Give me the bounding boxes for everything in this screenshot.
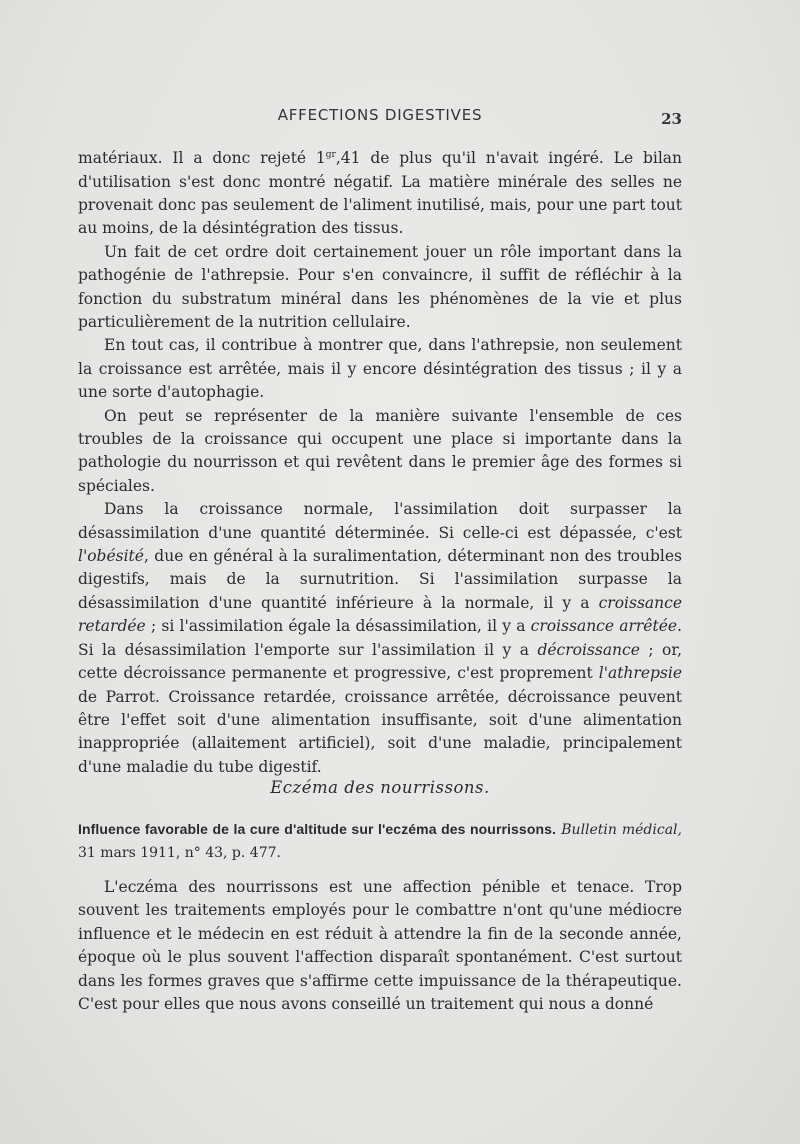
paragraph-1: matériaux. Il a donc rejeté $1^{gr},41$ de plus qu'il n'avait ingéré. Le bilan d'utilisation s'est donc montré négatif. La matière minérale des selles ne provenait donc pas seulement de l'aliment inutilisé, mais, pour une part tout au moins, de la désintégration des tissus. — [78, 149, 682, 238]
reference-details: 31 mars 1911, n° 43, p. 477. — [78, 845, 281, 861]
reference-citation — [78, 818, 682, 864]
running-head: AFFECTIONS DIGESTIVES — [277, 106, 483, 124]
main-text — [78, 144, 682, 779]
term-croissance-arretee: croissance arrêtée — [530, 617, 678, 636]
page-header — [78, 106, 682, 130]
section-title: Eczéma des nourrissons. — [270, 778, 490, 797]
term-decroissance: décroissance — [537, 640, 640, 659]
section-text — [78, 876, 682, 1016]
term-obesite: l'obésité — [78, 547, 144, 566]
term-athrepsie: l'athrepsie — [598, 664, 682, 683]
paragraph-5: Dans la croissance normale, l'assimilation doit surpasser la désassimilation d'une quantité déterminée. Si celle-ci est dépassée, c'est l'obésité, due en général à la suralimentation, déterminant non des troubles digestifs, mais de la surnutrition. Si l'assimilation surpasse la désassimilation d'une quantité inférieure à la normale, il y a croissance retardée ; si l'assimilation égale la désassimilation, il y a croissance arrêtée. Si la désassimilation l'emporte sur l'assimilation il y a décroissance ; or, cette décroissance permanente et progressive, c'est proprement l'athrepsie de Parrot. Croissance retardée, croissance arrêtée, décroissance peuvent être l'effet soit d'une alimentation insuffisante, soit d'une alimentation inappropriée (allaitement artificiel), soit d'une maladie, principalement d'une maladie du tube digestif. — [78, 500, 682, 776]
paragraph-2: Un fait de cet ordre doit certainement jouer un rôle important dans la pathogénie de l'athrepsie. Pour s'en convaincre, il suffit de réfléchir à la fonction du substratum minéral dans les phénomènes de la vie et plus particulièrement de la nutrition cellulaire. — [78, 242, 682, 331]
paragraph-3: En tout cas, il contribue à montrer que, dans l'athrepsie, non seulement la croissance est arrêtée, mais il y encore désintégration des tissus ; il y a une sorte d'autophagie. — [78, 336, 682, 402]
paragraph-6: L'eczéma des nourrissons est une affection pénible et tenace. Trop souvent les traitements employés pour le combattre n'ont qu'une médiocre influence et le médecin en est réduit à attendre la fin de la seconde année, époque où le plus souvent l'affection disparaît spontanément. C'est surtout dans les formes graves que s'affirme cette impuissance de la thérapeutique. C'est pour elles que nous avons conseillé un traitement qui nous a donné — [78, 878, 682, 1014]
page-number: 23 — [661, 110, 682, 128]
reference-source: Bulletin médical, — [561, 822, 682, 838]
reference-title: Influence favorable de la cure d'altitude sur l'eczéma des nourrissons. — [78, 821, 556, 837]
paragraph-4: On peut se représenter de la manière suivante l'ensemble de ces troubles de la croissance qui occupent une place si importante dans la pathologie du nourrisson et qui revêtent dans le premier âge des formes si spéciales. — [78, 406, 682, 495]
term-croissance-retardee: croissance retardée — [78, 593, 682, 636]
